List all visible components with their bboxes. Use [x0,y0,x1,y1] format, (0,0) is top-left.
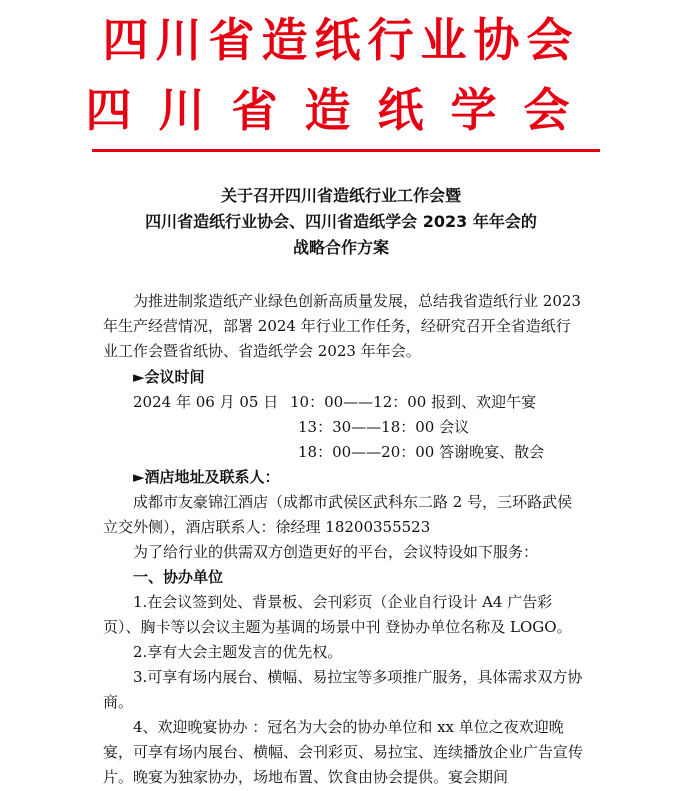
meeting-time-heading: ►会议时间 [133,368,205,386]
services-intro: 为了给行业的供需双方创造更好的平台，会议特设如下服务： [133,543,539,561]
co-organizer-item-4: 4、欢迎晚宴协办 ：冠名为大会的协办单位和 xx 单位之夜欢迎晚宴，可享有场内展台、横幅、会刊彩页、易拉宝、连续播放企业广告宣传片。晚宴为独家协办，场地布置、饮食由协会提供。宴会期间 [103,718,584,786]
meeting-date: 2024 年 06 月 05 日 [133,393,279,411]
section-co-organizer-heading: 一、协办单位 [133,568,224,586]
schedule-slot-2: 13：30——18：00 会议 [298,418,470,436]
co-organizer-item-3: 3.可享有场内展台、横幅、易拉宝等多项推广服务，具体需求双方协商。 [103,668,583,711]
letterhead-association: 四川省造纸行业协会 [102,13,580,67]
letterhead-divider [92,149,600,152]
co-organizer-item-2: 2.享有大会主题发言的优先权。 [133,643,343,661]
schedule-slot-1: 10：00——12：00 报到、欢迎午宴 [290,393,537,411]
co-organizer-item-1: 1.在会议签到处、背景板、会刊彩页（企业自行设计 A4 广告彩页）、胸卡等以会议主题为基调的场景中刊 登协办单位名称及 LOGO。 [103,593,572,636]
hotel-heading: ►酒店地址及联系人： [133,468,280,486]
schedule-slot-3: 18：00——20：00 答谢晚宴、散会 [298,443,545,461]
document-title-line-1: 关于召开四川省造纸行业工作会暨 [220,186,461,205]
hotel-address: 成都市友豪锦江酒店（成都市武侯区武科东二路 2 号，三环路武侯立交外侧），酒店联系人：徐经理 18200355523 [103,493,573,536]
document-title-line-2: 四川省造纸行业协会、四川省造纸学会 2023 年年会的 [145,212,537,231]
intro-paragraph: 为推进制浆造纸产业绿色创新高质量发展，总结我省造纸行业 2023 年生产经营情况，部署 2024 年行业工作任务，经研究召开全省造纸行业工作会暨省纸协、省造纸学会 2023 年年会。 [103,292,581,360]
document-title-line-3: 战略合作方案 [292,238,389,257]
letterhead-society: 四川省造纸学会 [85,83,597,137]
